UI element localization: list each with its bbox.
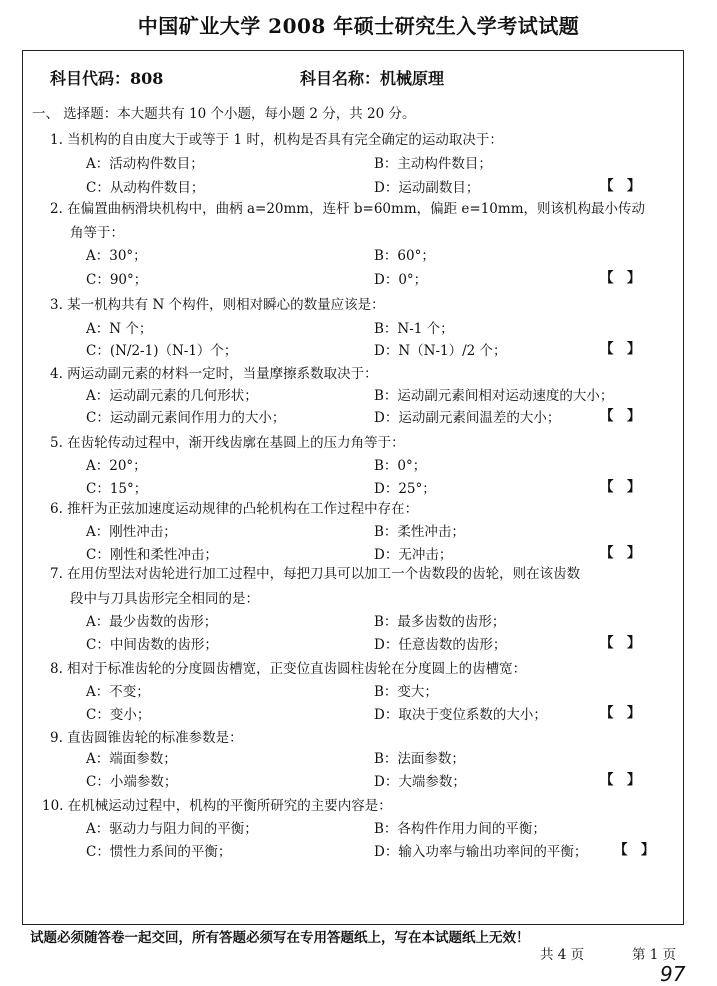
question-4-answer-bracket: 【 】: [600, 408, 641, 424]
question-10-option-a: A：驱动力与阻力间的平衡；: [86, 821, 258, 837]
question-2-stem: 2. 在偏置曲柄滑块机构中，曲柄 a=20mm，连杆 b=60mm，偏距 e=10mm，则该机构最小传动: [50, 201, 646, 217]
question-10-answer-bracket: 【 】: [614, 842, 655, 858]
exam-title: 中国矿业大学 2008 年硕士研究生入学考试试题: [137, 14, 580, 38]
question-3-option-d: D：N（N-1）/2 个；: [374, 343, 507, 359]
question-1-option-b: B：主动构件数目；: [374, 156, 492, 172]
question-5-answer-bracket: 【 】: [600, 479, 641, 495]
question-4-option-a: A：运动副元素的几何形状；: [86, 388, 258, 404]
question-8-option-c: C：变小；: [86, 707, 151, 723]
question-8-option-a: A：不变；: [86, 684, 150, 700]
question-9-answer-bracket: 【 】: [600, 772, 641, 788]
question-1-option-d: D：运动副数目；: [374, 180, 480, 196]
question-4-option-c: C：运动副元素间作用力的大小；: [86, 410, 286, 426]
question-7-option-c: C：中间齿数的齿形；: [86, 637, 218, 653]
question-2-stem: 角等于：: [70, 225, 124, 241]
subject-code: 科目代码：808: [50, 69, 164, 88]
question-6-answer-bracket: 【 】: [600, 545, 641, 561]
question-1-option-c: C：从动构件数目；: [86, 180, 205, 196]
question-8-answer-bracket: 【 】: [600, 705, 641, 721]
question-9-option-c: C：小端参数；: [86, 774, 178, 790]
question-6-option-d: D：无冲击；: [374, 547, 453, 563]
question-6-option-b: B：柔性冲击；: [374, 524, 465, 540]
question-10-option-d: D：输入功率与输出功率间的平衡；: [374, 844, 588, 860]
question-4-option-d: D：运动副元素间温差的大小；: [374, 410, 561, 426]
question-1-option-a: A：活动构件数目；: [86, 156, 204, 172]
question-5-option-c: C：15°；: [86, 481, 148, 497]
question-5-option-b: B：0°；: [374, 458, 427, 474]
question-3-answer-bracket: 【 】: [600, 341, 641, 357]
question-10-stem: 10. 在机械运动过程中，机构的平衡所研究的主要内容是：: [42, 798, 392, 814]
question-6-option-a: A：刚性冲击；: [86, 524, 177, 540]
question-5-stem: 5. 在齿轮传动过程中，渐开线齿廓在基圆上的压力角等于：: [50, 435, 405, 451]
page-number: 第 1 页: [632, 947, 677, 963]
question-10-option-c: C：惯性力系间的平衡；: [86, 844, 232, 860]
question-1-answer-bracket: 【 】: [600, 178, 641, 194]
question-3-option-b: B：N-1 个；: [374, 321, 454, 337]
question-2-option-b: B：60°；: [374, 248, 435, 264]
question-8-option-b: B：变大；: [374, 684, 438, 700]
question-2-option-d: D：0°；: [374, 272, 428, 288]
total-pages: 共 4 页: [540, 947, 585, 963]
question-3-option-c: C：(N/2-1)（N-1）个；: [86, 343, 238, 359]
question-1-stem: 1. 当机构的自由度大于或等于 1 时，机构是否具有完全确定的运动取决于：: [50, 132, 503, 148]
question-3-stem: 3. 某一机构共有 N 个构件，则相对瞬心的数量应该是：: [50, 297, 385, 313]
question-2-answer-bracket: 【 】: [600, 270, 641, 286]
question-4-stem: 4. 两运动副元素的材料一定时，当量摩擦系数取决于：: [50, 366, 378, 382]
question-10-option-b: B：各构件作用力间的平衡；: [374, 821, 546, 837]
question-7-stem: 段中与刀具齿形完全相同的是：: [70, 591, 259, 607]
question-7-option-a: A：最少齿数的齿形；: [86, 614, 218, 630]
question-2-option-a: A：30°；: [86, 248, 147, 264]
section-header: 一、 选择题：本大题共有 10 个小题，每小题 2 分，共 20 分。: [32, 106, 416, 122]
question-5-option-a: A：20°；: [86, 458, 147, 474]
question-8-stem: 8. 相对于标准齿轮的分度圆齿槽宽，正变位直齿圆柱齿轮在分度圆上的齿槽宽：: [50, 661, 527, 677]
question-2-option-c: C：90°；: [86, 272, 148, 288]
question-9-stem: 9. 直齿圆锥齿轮的标准参数是：: [50, 730, 243, 746]
question-7-option-d: D：任意齿数的齿形；: [374, 637, 507, 653]
handwritten-page-mark: 97: [660, 962, 686, 986]
footer-note: 试题必须随答卷一起交回，所有答题必须写在专用答题纸上，写在本试题纸上无效！: [30, 930, 530, 946]
subject-name: 科目名称：机械原理: [300, 69, 445, 88]
question-5-option-d: D：25°；: [374, 481, 436, 497]
question-7-stem: 7. 在用仿型法对齿轮进行加工过程中，每把刀具可以加工一个齿数段的齿轮，则在该齿数: [50, 566, 581, 582]
question-3-option-a: A：N 个；: [86, 321, 153, 337]
question-7-answer-bracket: 【 】: [600, 635, 641, 651]
question-6-stem: 6. 推杆为正弦加速度运动规律的凸轮机构在工作过程中存在：: [50, 501, 419, 517]
question-8-option-d: D：取决于变位系数的大小；: [374, 707, 547, 723]
question-9-option-d: D：大端参数；: [374, 774, 466, 790]
question-7-option-b: B：最多齿数的齿形；: [374, 614, 506, 630]
question-6-option-c: C：刚性和柔性冲击；: [86, 547, 218, 563]
question-9-option-b: B：法面参数；: [374, 751, 465, 767]
question-4-option-b: B：运动副元素间相对运动速度的大小；: [374, 388, 614, 404]
question-9-option-a: A：端面参数；: [86, 751, 177, 767]
